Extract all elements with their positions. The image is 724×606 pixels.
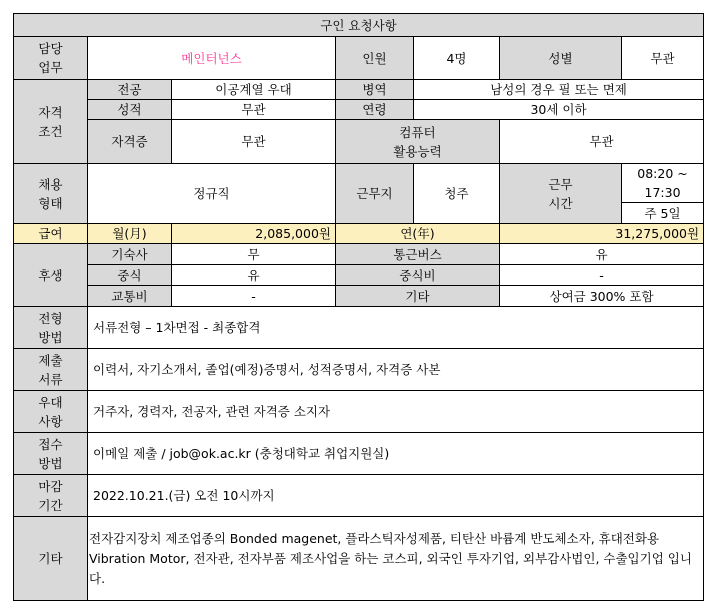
process-label: 전형 방법: [14, 307, 88, 349]
transport-value: -: [172, 286, 336, 307]
computer-skill-label: 컴퓨터 활용능력: [336, 120, 500, 164]
welfare-etc-label: 기타: [336, 286, 500, 307]
meal-label: 중식: [88, 265, 172, 286]
headcount-label: 인원: [336, 37, 414, 80]
yearly-salary: 31,275,000원: [500, 224, 704, 244]
documents-label: 제출 서류: [14, 349, 88, 391]
age-label: 연령: [336, 100, 414, 120]
cert-value: 무관: [172, 120, 336, 164]
age-value: 30세 이하: [414, 100, 704, 120]
location-value: 청주: [414, 164, 500, 224]
major-value: 이공계열 우대: [172, 80, 336, 100]
work-days-value: 주 5일: [622, 203, 704, 224]
transport-label: 교통비: [88, 286, 172, 307]
welfare-label: 후생: [14, 244, 88, 307]
military-label: 병역: [336, 80, 414, 100]
process-value: 서류전형 – 1차면접 - 최종합격: [88, 307, 704, 349]
other-line-2: Vibration Motor, 전자관, 전자부품 제조사업을 하는 코스피, 외국인 투자기업, 외부감사법인, 수출입기업 입니다.: [89, 550, 692, 586]
other-line-1: 전자감지장치 제조업종의 Bonded magenet, 플라스틱자성제품, 티탄산 바륨계 반도체소자, 휴대전화용: [89, 530, 660, 546]
qualification-label: 자격 조건: [14, 80, 88, 164]
dorm-value: 무: [172, 244, 336, 265]
computer-skill-value: 무관: [500, 120, 704, 164]
duty-label: 담당 업무: [14, 37, 88, 80]
major-label: 전공: [88, 80, 172, 100]
salary-label: 급여: [14, 224, 88, 244]
monthly-salary: 2,085,000원: [172, 224, 336, 244]
grade-label: 성적: [88, 100, 172, 120]
meal-value: 유: [172, 265, 336, 286]
work-hours-label: 근무 시간: [500, 164, 622, 224]
grade-value: 무관: [172, 100, 336, 120]
deadline-label: 마감 기간: [14, 475, 88, 517]
documents-value: 이력서, 자기소개서, 졸업(예정)증명서, 성적증명서, 자격증 사본: [88, 349, 704, 391]
other-label: 기타: [14, 517, 88, 601]
bus-value: 유: [500, 244, 704, 265]
deadline-value: 2022.10.21.(금) 오전 10시까지: [88, 475, 704, 517]
gender-label: 성별: [500, 37, 622, 80]
job-request-table: [13, 13, 704, 601]
employment-type-value: 정규직: [88, 164, 336, 224]
welfare-etc-value: 상여금 300% 포함: [500, 286, 704, 307]
work-hours-value: 08:20 ~ 17:30: [622, 164, 704, 203]
dorm-label: 기숙사: [88, 244, 172, 265]
bus-label: 통근버스: [336, 244, 500, 265]
apply-label: 접수 방법: [14, 433, 88, 475]
employment-type-label: 채용 형태: [14, 164, 88, 224]
meal-fee-label: 중식비: [336, 265, 500, 286]
preferred-value: 거주자, 경력자, 전공자, 관련 자격증 소지자: [88, 391, 704, 433]
preferred-label: 우대 사항: [14, 391, 88, 433]
meal-fee-value: -: [500, 265, 704, 286]
other-value: [88, 517, 704, 601]
cert-label: 자격증: [88, 120, 172, 164]
table-title: 구인 요청사항: [14, 14, 704, 37]
location-label: 근무지: [336, 164, 414, 224]
monthly-label: 월(月): [88, 224, 172, 244]
headcount-value: 4명: [414, 37, 500, 80]
apply-value: 이메일 제출 / job@ok.ac.kr (충청대학교 취업지원실): [88, 433, 704, 475]
military-value: 남성의 경우 필 또는 면제: [414, 80, 704, 100]
yearly-label: 연(年): [336, 224, 500, 244]
gender-value: 무관: [622, 37, 704, 80]
duty-value: 메인터넌스: [88, 37, 336, 80]
